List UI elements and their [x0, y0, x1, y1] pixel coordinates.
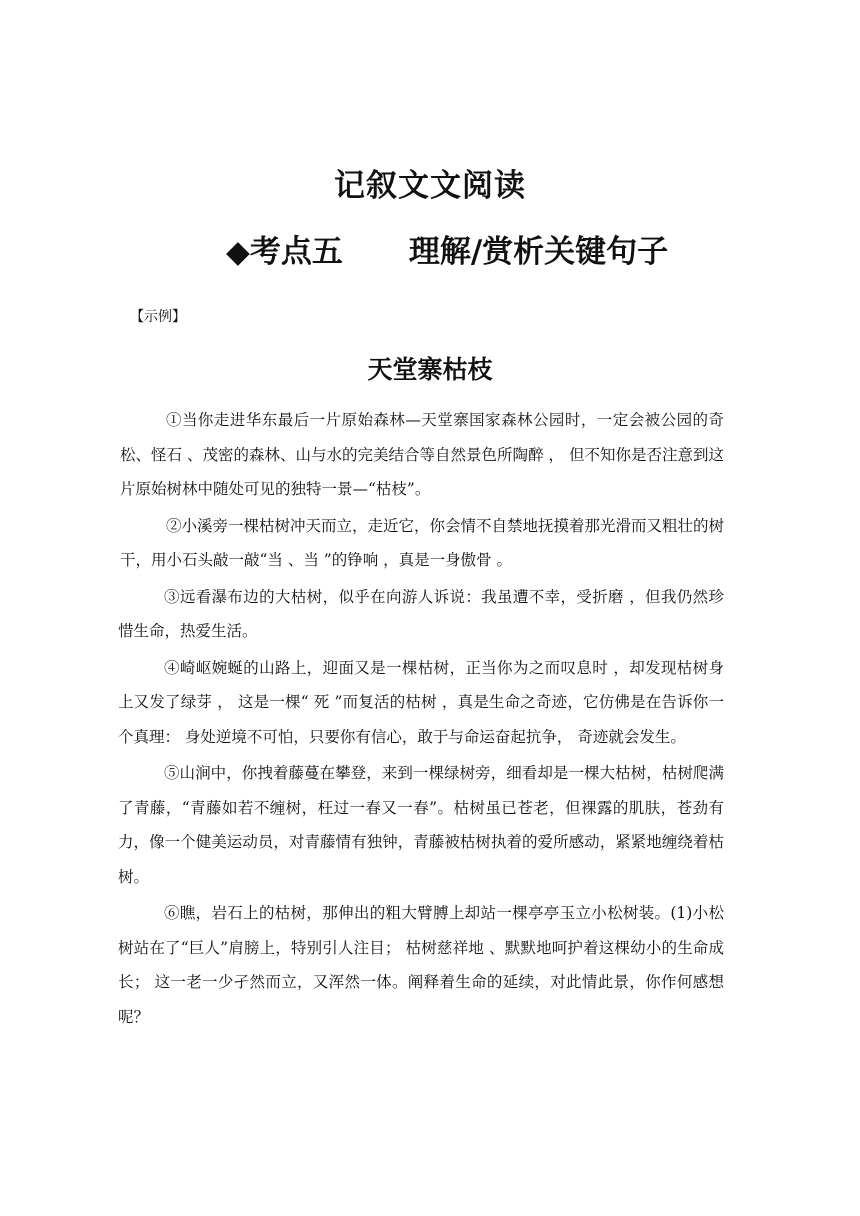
article-title: 天堂寨枯枝 — [367, 355, 493, 384]
paragraph-2: ②小溪旁一棵枯树冲天而立，走近它，你会情不自禁地抚摸着那光滑而又粗壮的树干，用小石头敲一敲“当 、当 ”的铮响 ，真是一身傲骨 。 — [120, 516, 725, 569]
section-topic: 理解/赏析关键句子 — [408, 234, 669, 270]
paragraph-6: ⑥瞧，岩石上的枯树，那伸出的粗大臂膊上却站一棵亭亭玉立小松树装。(1)小松树站在了“巨人”肩膀上，特别引人注目； 枯树慈祥地 、默默地呵护着这棵幼小的生命成长； 这一老一少孑然而立，又浑然一体。阐释着生命的延续，对此情此景，你作何感想呢？ — [118, 904, 724, 1026]
example-tag: 【示例】 — [130, 309, 186, 325]
paragraph-4: ④崎岖婉蜒的山路上，迎面又是一棵枯树，正当你为之而叹息时 ，却发现枯树身上又发了绿芽 ， 这是一棵“ 死 ”而复活的枯树 ，真是生命之奇迹，它仿佛是在告诉你一个真理： 身处逆境不可怕，只要你有信心，敢于与命运奋起抗争， 奇迹就会发生。 — [118, 658, 724, 746]
section-prefix: ◆考点五 — [226, 234, 343, 270]
paragraph-3: ③远看瀑布边的大枯树，似乎在向游人诉说：我虽遭不幸，受折磨 ，但我仍然珍惜生命，热爱生活。 — [118, 587, 724, 640]
article-body — [118, 403, 724, 1036]
document-title: 记叙文文阅读 — [334, 168, 526, 204]
section-heading — [226, 226, 668, 271]
paragraph-1: ①当你走进华东最后一片原始森林—天堂寨国家森林公园时，一定会被公园的奇松、怪石 、茂密的森林、山与水的完美结合等自然景色所陶醉 ， 但不知你是否注意到这片原始树林中随处可见的独特一景—“枯枝”。 — [120, 411, 724, 498]
paragraph-5: ⑤山涧中，你拽着藤蔓在攀登，来到一棵绿树旁，细看却是一棵大枯树，枯树爬满了青藤，“青藤如若不缠树，枉过一春又一春”。枯树虽已苍老，但裸露的肌肤，苍劲有力，像一个健美运动员，对青藤情有独钟，青藤被枯树执着的爱所感动，紧紧地缠绕着枯树。 — [118, 764, 724, 886]
